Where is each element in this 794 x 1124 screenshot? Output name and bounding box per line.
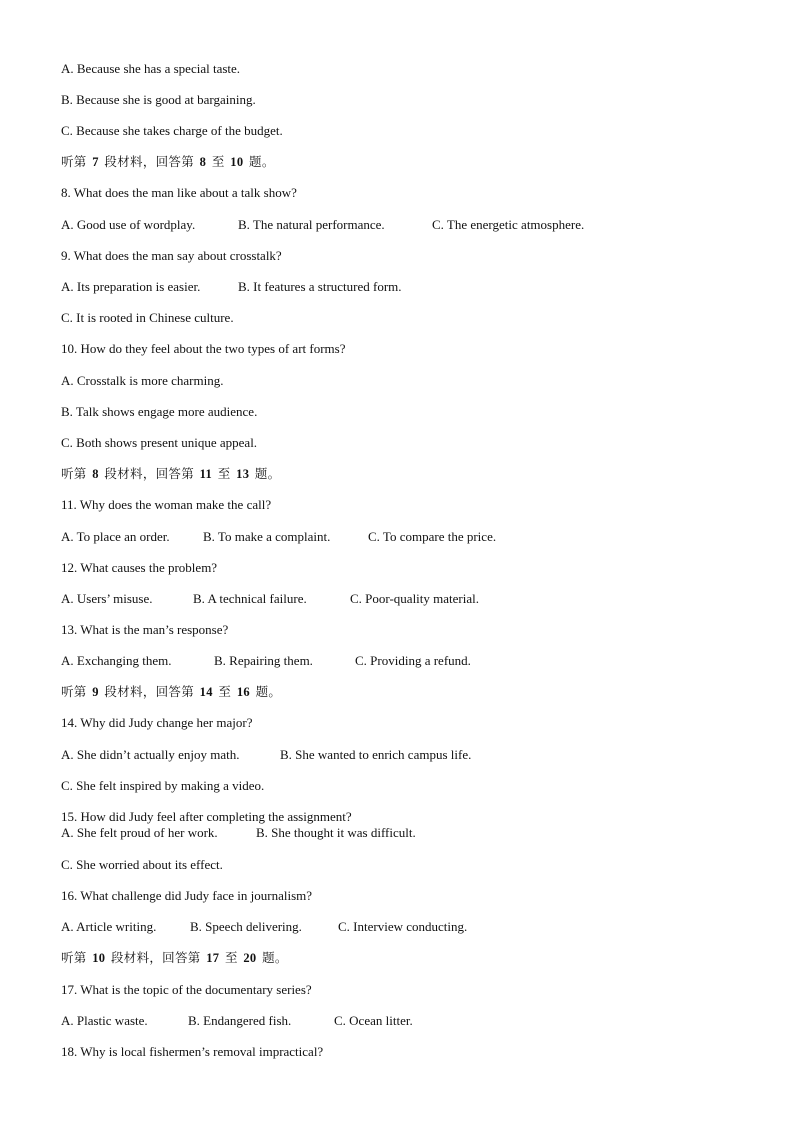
header-text: 至 [211, 155, 225, 169]
question-stem: 16. What challenge did Judy face in journalism? [61, 888, 313, 903]
option-a: A. Crosstalk is more charming. [61, 373, 224, 388]
question-stem: 9. What does the man say about crosstalk? [61, 248, 282, 263]
header-text: 听第 [61, 155, 87, 169]
header-number: 17 [206, 951, 220, 965]
option-c: C. Interview conducting. [338, 919, 468, 934]
option-b: B. Because she is good at bargaining. [61, 92, 256, 107]
header-number: 14 [199, 685, 213, 699]
option-b: B. Speech delivering. [190, 919, 302, 934]
header-number: 9 [92, 685, 99, 699]
option-b: B. The natural performance. [238, 217, 385, 232]
header-number: 11 [199, 467, 213, 481]
header-text: 听第 [61, 467, 87, 481]
question-stem: 18. Why is local fishermen’s removal impractical? [61, 1044, 324, 1059]
header-text: 段材料，回答第 [110, 951, 201, 965]
option-c: C. Both shows present unique appeal. [61, 435, 258, 450]
question-stem: 15. How did Judy feel after completing the assignment? [61, 809, 352, 824]
option-b: B. She thought it was difficult. [256, 825, 416, 840]
header-number: 10 [230, 155, 244, 169]
header-text: 段材料，回答第 [104, 685, 195, 699]
header-number: 13 [236, 467, 250, 481]
header-text: 题。 [255, 685, 282, 699]
section-header [61, 154, 275, 170]
question-stem: 11. Why does the woman make the call? [61, 497, 272, 512]
option-c: C. Poor-quality material. [350, 591, 479, 606]
header-text: 段材料，回答第 [104, 155, 195, 169]
header-number: 7 [92, 155, 99, 169]
header-number: 10 [92, 951, 106, 965]
question-stem: 17. What is the topic of the documentary series? [61, 982, 312, 997]
header-number: 8 [92, 467, 99, 481]
question-stem: 12. What causes the problem? [61, 560, 218, 575]
header-text: 听第 [61, 685, 87, 699]
question-stem: 10. How do they feel about the two types of art forms? [61, 341, 346, 356]
question-stem: 8. What does the man like about a talk show? [61, 185, 297, 200]
option-c: C. To compare the price. [368, 529, 497, 544]
option-a: A. Good use of wordplay. [61, 217, 196, 232]
option-a: A. She didn’t actually enjoy math. [61, 747, 240, 762]
section-header [61, 950, 288, 966]
option-b: B. Talk shows engage more audience. [61, 404, 258, 419]
option-b: B. It features a structured form. [238, 279, 402, 294]
section-header [61, 466, 280, 482]
header-text: 题。 [254, 467, 281, 481]
header-number: 16 [236, 685, 250, 699]
header-text: 题。 [262, 951, 288, 965]
question-stem: 14. Why did Judy change her major? [61, 715, 253, 730]
question-stem: 13. What is the man’s response? [61, 622, 229, 637]
option-c: C. Providing a refund. [355, 653, 471, 668]
header-number: 20 [243, 951, 257, 965]
option-c: C. It is rooted in Chinese culture. [61, 310, 234, 325]
option-c: C. Ocean litter. [334, 1013, 413, 1028]
option-c: C. She worried about its effect. [61, 857, 223, 872]
header-text: 至 [217, 467, 231, 481]
option-b: B. She wanted to enrich campus life. [280, 747, 472, 762]
option-b: B. A technical failure. [193, 591, 307, 606]
option-a: A. Users’ misuse. [61, 591, 153, 606]
section-header [61, 684, 281, 700]
header-text: 至 [218, 685, 232, 699]
option-a: A. She felt proud of her work. [61, 825, 218, 840]
header-number: 8 [199, 155, 207, 169]
option-c: C. Because she takes charge of the budget. [61, 123, 283, 138]
header-text: 段材料，回答第 [104, 467, 195, 481]
option-a: A. Plastic waste. [61, 1013, 148, 1028]
option-b: B. Repairing them. [214, 653, 313, 668]
header-text: 题。 [249, 155, 275, 169]
option-c: C. The energetic atmosphere. [432, 217, 585, 232]
option-a: A. Article writing. [61, 919, 157, 934]
header-text: 听第 [61, 951, 87, 965]
header-text: 至 [224, 951, 238, 965]
option-a: A. Because she has a special taste. [61, 61, 241, 76]
option-a: A. Its preparation is easier. [61, 279, 201, 294]
option-b: B. Endangered fish. [188, 1013, 292, 1028]
option-b: B. To make a complaint. [203, 529, 331, 544]
option-c: C. She felt inspired by making a video. [61, 778, 265, 793]
option-a: A. To place an order. [61, 529, 170, 544]
option-a: A. Exchanging them. [61, 653, 172, 668]
